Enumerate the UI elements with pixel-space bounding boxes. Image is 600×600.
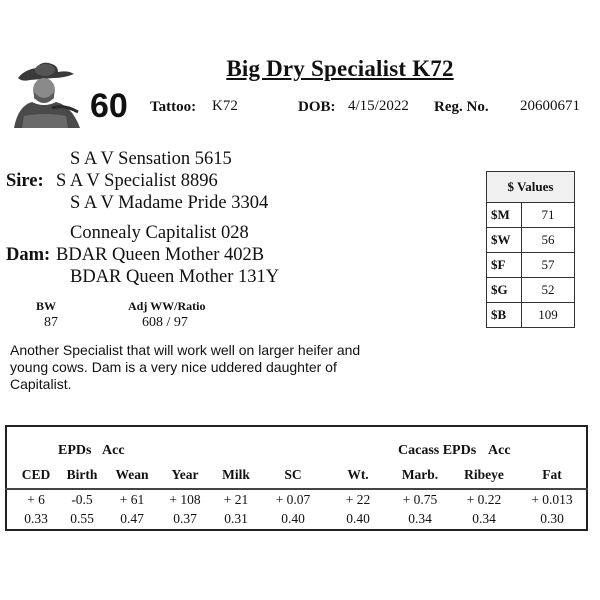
carcass-acc-label: Acc bbox=[488, 443, 511, 458]
epd-accuracy-3: 0.37 bbox=[173, 511, 197, 526]
epd-column-header-9: Fat bbox=[542, 467, 562, 482]
page-title: Big Dry Specialist K72 bbox=[226, 56, 454, 81]
description-text: Another Specialist that will work well on larger heifer and young cows. Dam is a very nice uddered daughter of Capitalist. bbox=[10, 342, 361, 392]
value-key: $W bbox=[487, 228, 522, 253]
epd-accuracy-9: 0.30 bbox=[540, 511, 564, 526]
value-cell: 71 bbox=[522, 203, 575, 228]
sire-dam: S A V Madame Pride 3304 bbox=[70, 193, 269, 213]
value-key: $M bbox=[487, 203, 522, 228]
dollar-values-header: $ Values bbox=[487, 172, 575, 203]
epd-column-header-2: Wean bbox=[115, 467, 149, 482]
epd-accuracy-1: 0.55 bbox=[70, 511, 94, 526]
dam-sire: Connealy Capitalist 028 bbox=[70, 223, 249, 243]
epd-divider bbox=[5, 488, 588, 490]
dollar-values-table bbox=[486, 171, 575, 328]
tattoo-label: Tattoo: bbox=[150, 99, 197, 115]
table-row bbox=[487, 303, 575, 328]
reg-value: 20600671 bbox=[520, 98, 580, 114]
value-cell: 57 bbox=[522, 253, 575, 278]
sire-name: S A V Specialist 8896 bbox=[56, 171, 218, 191]
epd-column-header-7: Marb. bbox=[401, 467, 439, 482]
table-row bbox=[487, 253, 575, 278]
bw-value: 87 bbox=[44, 315, 58, 330]
epd-value-9: + 0.013 bbox=[531, 492, 573, 507]
ww-label: Adj WW/Ratio bbox=[128, 299, 206, 313]
tattoo-value: K72 bbox=[212, 98, 238, 114]
epd-accuracy-4: 0.31 bbox=[224, 511, 248, 526]
epd-value-3: + 108 bbox=[169, 492, 201, 507]
ww-value: 608 / 97 bbox=[142, 315, 188, 330]
value-cell: 109 bbox=[522, 303, 575, 328]
carcass-epds-label: Cacass EPDs bbox=[398, 443, 477, 458]
sire-label: Sire: bbox=[6, 171, 44, 191]
epd-value-1: -0.5 bbox=[71, 492, 93, 507]
lot-number: 60 bbox=[90, 87, 128, 125]
epd-value-0: + 6 bbox=[27, 492, 45, 507]
value-cell: 56 bbox=[522, 228, 575, 253]
value-cell: 52 bbox=[522, 278, 575, 303]
epd-column-header-1: Birth bbox=[66, 467, 98, 482]
epd-column-header-0: CED bbox=[21, 467, 51, 482]
epd-column-header-6: Wt. bbox=[347, 467, 369, 482]
dam-name: BDAR Queen Mother 402B bbox=[56, 245, 265, 265]
epd-column-header-3: Year bbox=[171, 467, 199, 482]
epd-accuracy-6: 0.40 bbox=[346, 511, 370, 526]
value-key: $B bbox=[487, 303, 522, 328]
epd-accuracy-8: 0.34 bbox=[472, 511, 496, 526]
reg-label: Reg. No. bbox=[434, 99, 489, 115]
epd-value-2: + 61 bbox=[119, 492, 145, 507]
epd-accuracy-5: 0.40 bbox=[281, 511, 305, 526]
dob-label: DOB: bbox=[298, 99, 336, 115]
sire-sire: S A V Sensation 5615 bbox=[70, 149, 232, 169]
table-row bbox=[487, 228, 575, 253]
epd-column-header-4: Milk bbox=[222, 467, 250, 482]
dam-dam: BDAR Queen Mother 131Y bbox=[70, 267, 280, 287]
value-key: $G bbox=[487, 278, 522, 303]
epd-column-header-8: Ribeye bbox=[464, 467, 504, 482]
dob-value: 4/15/2022 bbox=[348, 98, 409, 114]
epd-value-7: + 0.75 bbox=[402, 492, 438, 507]
cowboy-portrait-icon bbox=[4, 56, 86, 128]
epd-value-4: + 21 bbox=[223, 492, 249, 507]
dam-label: Dam: bbox=[6, 245, 51, 265]
value-key: $F bbox=[487, 253, 522, 278]
epd-accuracy-0: 0.33 bbox=[24, 511, 48, 526]
epd-accuracy-7: 0.34 bbox=[408, 511, 432, 526]
epd-value-8: + 0.22 bbox=[466, 492, 502, 507]
epd-value-6: + 22 bbox=[345, 492, 371, 507]
table-row bbox=[487, 278, 575, 303]
epd-column-header-5: SC bbox=[284, 467, 302, 482]
epds-acc-label: Acc bbox=[102, 443, 125, 458]
epds-group-label: EPDs bbox=[58, 443, 92, 458]
table-row bbox=[487, 203, 575, 228]
epd-accuracy-2: 0.47 bbox=[120, 511, 144, 526]
epd-value-5: + 0.07 bbox=[275, 492, 311, 507]
bw-label: BW bbox=[36, 299, 57, 313]
